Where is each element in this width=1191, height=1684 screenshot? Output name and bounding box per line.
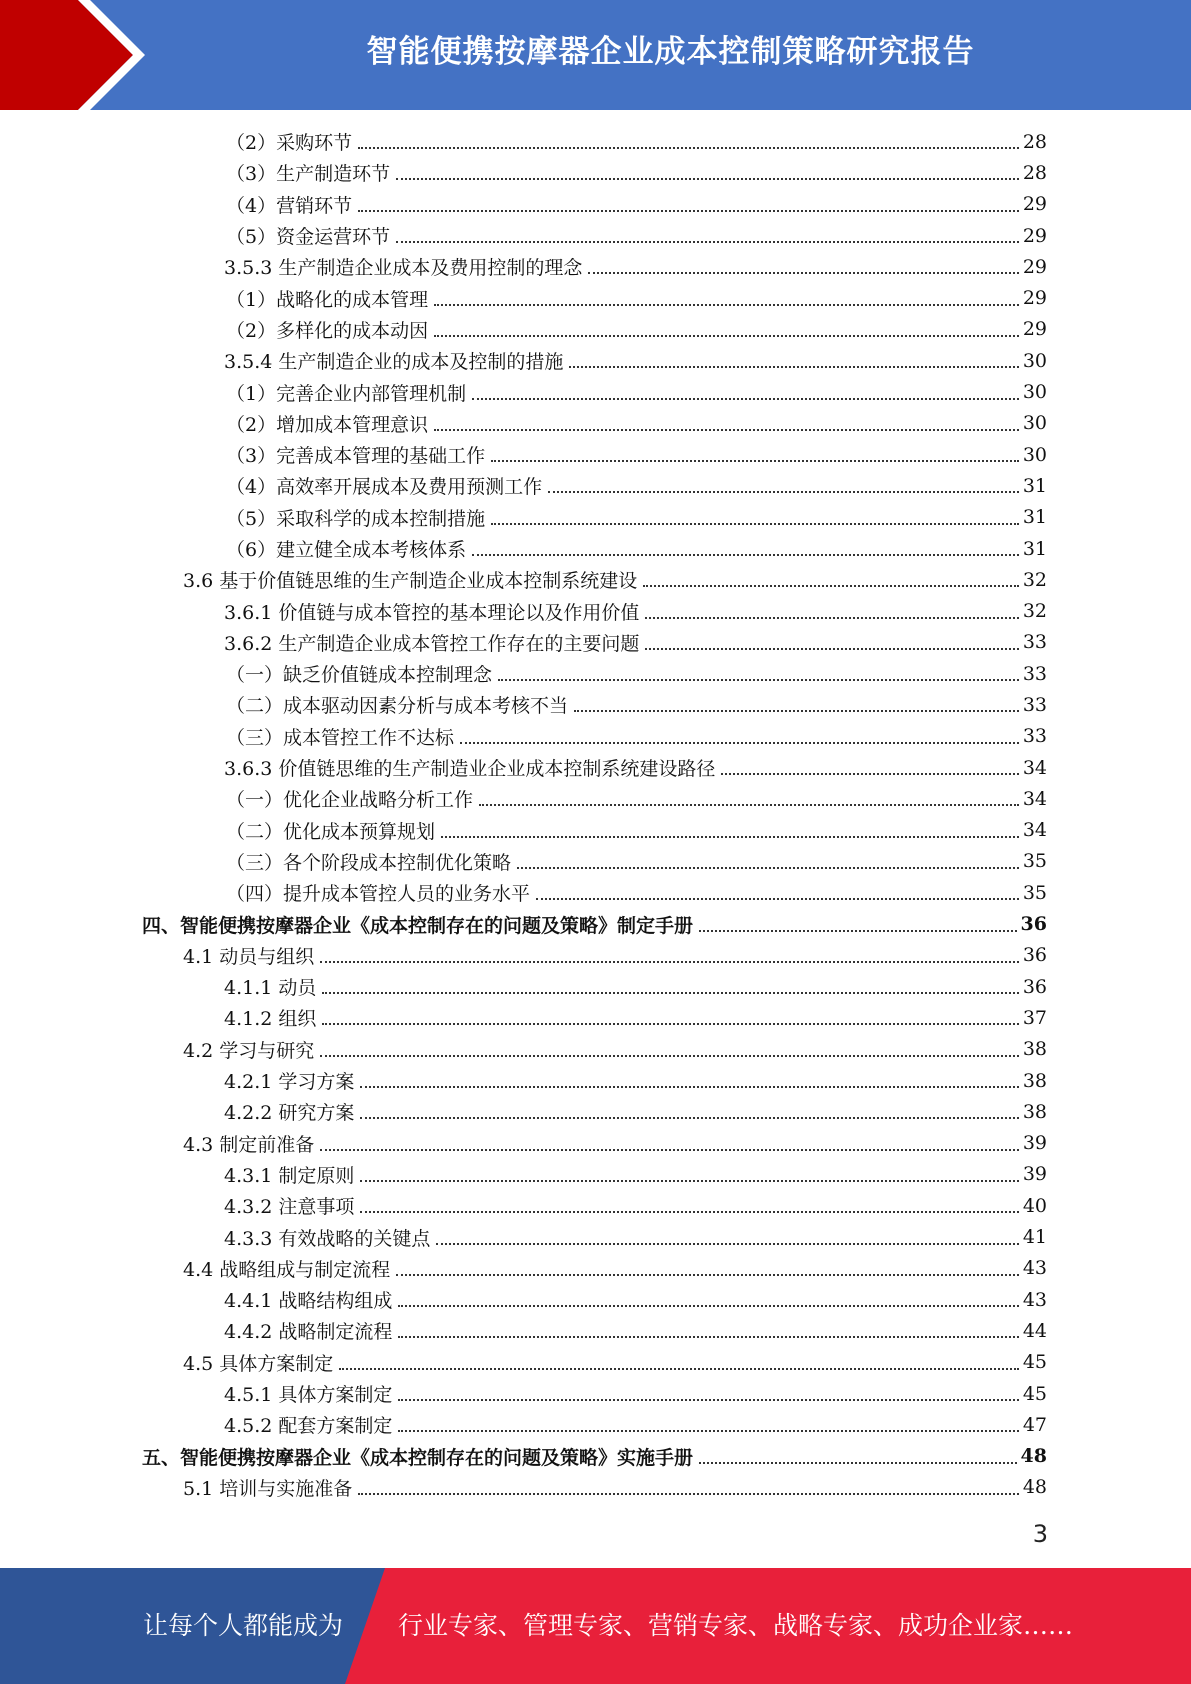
toc-entry[interactable] <box>0 1190 1191 1221</box>
toc-entry-title: 3.5.4 生产制造企业的成本及控制的措施 <box>224 351 564 374</box>
toc-dot-leader <box>441 835 1019 838</box>
toc-entry-title: 4.3.3 有效战略的关键点 <box>224 1227 431 1250</box>
toc-dot-leader <box>569 365 1018 368</box>
toc-entry-page: 45 <box>1022 1382 1047 1405</box>
toc-entry-page: 30 <box>1022 381 1047 404</box>
toc-entry[interactable] <box>0 1315 1191 1346</box>
toc-entry-page: 38 <box>1022 1069 1047 1092</box>
toc-entry-page: 35 <box>1022 850 1047 873</box>
toc-entry-page: 38 <box>1022 1100 1047 1123</box>
toc-dot-leader <box>358 146 1019 149</box>
toc-dot-leader <box>491 459 1019 462</box>
table-of-contents <box>0 126 1191 1503</box>
toc-entry-page: 47 <box>1022 1413 1047 1436</box>
toc-entry-page: 43 <box>1022 1257 1047 1280</box>
toc-entry-page: 30 <box>1022 412 1047 435</box>
toc-entry[interactable] <box>0 220 1191 251</box>
toc-entry-page: 37 <box>1022 1006 1047 1029</box>
toc-dot-leader <box>320 1148 1019 1151</box>
toc-entry[interactable] <box>0 126 1191 157</box>
toc-entry[interactable] <box>0 1472 1191 1503</box>
toc-entry[interactable] <box>0 846 1191 877</box>
toc-entry[interactable] <box>0 157 1191 188</box>
toc-entry[interactable] <box>0 877 1191 908</box>
toc-entry-title: 3.6 基于价值链思维的生产制造企业成本控制系统建设 <box>183 570 638 593</box>
toc-entry-title: 4.2 学习与研究 <box>183 1039 315 1062</box>
toc-entry[interactable] <box>0 1284 1191 1315</box>
toc-entry[interactable] <box>0 251 1191 282</box>
toc-entry-page: 34 <box>1022 787 1047 810</box>
toc-dot-leader <box>396 1273 1019 1276</box>
page-header <box>0 0 1191 110</box>
toc-entry-page: 36 <box>1020 913 1047 936</box>
toc-entry[interactable] <box>0 908 1191 939</box>
toc-entry-page: 31 <box>1022 537 1047 560</box>
toc-entry-title: 5.1 培训与实施准备 <box>183 1477 353 1500</box>
toc-dot-leader <box>358 209 1019 212</box>
toc-entry-title: 3.6.1 价值链与成本管控的基本理论以及作用价值 <box>224 601 640 624</box>
toc-entry-title: （二）优化成本预算规划 <box>226 820 436 843</box>
toc-entry-page: 33 <box>1022 631 1047 654</box>
toc-dot-leader <box>398 1335 1018 1338</box>
page-number: 3 <box>1032 1520 1048 1548</box>
toc-entry[interactable] <box>0 1440 1191 1471</box>
toc-entry-page: 30 <box>1022 349 1047 372</box>
toc-entry-page: 40 <box>1022 1194 1047 1217</box>
toc-entry-title: 4.5.2 配套方案制定 <box>224 1415 393 1438</box>
toc-entry-title: 3.6.2 生产制造企业成本管控工作存在的主要问题 <box>224 632 640 655</box>
toc-dot-leader <box>339 1367 1019 1370</box>
toc-entry-page: 28 <box>1022 161 1047 184</box>
toc-entry-page: 41 <box>1022 1226 1047 1249</box>
toc-dot-leader <box>398 1398 1018 1401</box>
toc-entry-title: 4.2.1 学习方案 <box>224 1071 355 1094</box>
toc-dot-leader <box>320 1054 1019 1057</box>
toc-entry[interactable] <box>0 1034 1191 1065</box>
toc-dot-leader <box>360 1210 1018 1213</box>
toc-entry-title: （3）完善成本管理的基础工作 <box>226 445 486 468</box>
toc-entry[interactable] <box>0 1159 1191 1190</box>
toc-entry[interactable] <box>0 721 1191 752</box>
toc-entry-title: （4）高效率开展成本及费用预测工作 <box>226 476 543 499</box>
toc-entry-page: 45 <box>1022 1351 1047 1374</box>
toc-dot-leader <box>322 1022 1018 1025</box>
toc-entry-title: 4.5.1 具体方案制定 <box>224 1384 393 1407</box>
toc-dot-leader <box>360 1085 1018 1088</box>
toc-entry-page: 36 <box>1022 975 1047 998</box>
toc-entry-title: 3.5.3 生产制造企业成本及费用控制的理念 <box>224 257 583 280</box>
toc-entry-title: （一）缺乏价值链成本控制理念 <box>226 664 493 687</box>
toc-entry[interactable] <box>0 282 1191 313</box>
toc-entry-title: （1）完善企业内部管理机制 <box>226 382 467 405</box>
toc-entry[interactable] <box>0 783 1191 814</box>
toc-dot-leader <box>645 647 1018 650</box>
toc-entry-page: 32 <box>1022 568 1047 591</box>
toc-entry[interactable] <box>0 408 1191 439</box>
toc-dot-leader <box>536 897 1019 900</box>
toc-entry[interactable] <box>0 1221 1191 1252</box>
toc-entry-page: 31 <box>1022 474 1047 497</box>
toc-dot-leader <box>398 1429 1018 1432</box>
toc-entry[interactable] <box>0 627 1191 658</box>
toc-entry[interactable] <box>0 1065 1191 1096</box>
toc-dot-leader <box>398 1304 1018 1307</box>
toc-dot-leader <box>472 553 1019 556</box>
toc-entry[interactable] <box>0 1253 1191 1284</box>
toc-dot-leader <box>699 1461 1017 1464</box>
toc-entry-title: （一）优化企业战略分析工作 <box>226 789 474 812</box>
toc-entry-page: 32 <box>1022 600 1047 623</box>
toc-entry-title: （4）营销环节 <box>226 194 353 217</box>
page-footer <box>0 1568 1191 1684</box>
footer-slogan-left: 让每个人都能成为 <box>143 1611 344 1640</box>
toc-dot-leader <box>358 1492 1019 1495</box>
toc-dot-leader <box>436 1242 1018 1245</box>
toc-entry-page: 33 <box>1022 693 1047 716</box>
document-title: 智能便携按摩器企业成本控制策略研究报告 <box>366 34 975 70</box>
toc-dot-leader <box>472 397 1019 400</box>
toc-entry-title: 3.6.3 价值链思维的生产制造业企业成本控制系统建设路径 <box>224 758 716 781</box>
toc-dot-leader <box>498 678 1019 681</box>
toc-entry-page: 31 <box>1022 506 1047 529</box>
toc-entry-title: （1）战略化的成本管理 <box>226 288 429 311</box>
toc-dot-leader <box>434 334 1019 337</box>
toc-entry[interactable] <box>0 815 1191 846</box>
toc-entry[interactable] <box>0 345 1191 376</box>
toc-entry-title: （2）采购环节 <box>226 132 353 155</box>
toc-entry[interactable] <box>0 314 1191 345</box>
toc-entry[interactable] <box>0 564 1191 595</box>
toc-entry[interactable] <box>0 439 1191 470</box>
toc-entry-page: 30 <box>1022 443 1047 466</box>
toc-dot-leader <box>320 960 1019 963</box>
toc-entry[interactable] <box>0 1409 1191 1440</box>
toc-entry-page: 36 <box>1022 944 1047 967</box>
toc-entry[interactable] <box>0 1347 1191 1378</box>
toc-entry-title: 4.4.2 战略制定流程 <box>224 1321 393 1344</box>
footer-slogan-right: 行业专家、管理专家、营销专家、战略专家、成功企业家…… <box>398 1611 1074 1640</box>
toc-entry-page: 35 <box>1022 881 1047 904</box>
toc-entry-page: 39 <box>1022 1163 1047 1186</box>
toc-dot-leader <box>699 929 1017 932</box>
toc-entry-page: 34 <box>1022 756 1047 779</box>
toc-entry[interactable] <box>0 376 1191 407</box>
header-arrow-decoration <box>0 0 150 110</box>
toc-entry-page: 28 <box>1022 130 1047 153</box>
toc-entry-title: 4.1.2 组织 <box>224 1008 317 1031</box>
toc-dot-leader <box>588 271 1018 274</box>
toc-dot-leader <box>322 991 1018 994</box>
toc-entry-title: 4.3.1 制定原则 <box>224 1164 355 1187</box>
toc-entry-page: 29 <box>1022 287 1047 310</box>
toc-entry[interactable] <box>0 1096 1191 1127</box>
toc-dot-leader <box>517 866 1019 869</box>
toc-entry-page: 33 <box>1022 725 1047 748</box>
toc-entry[interactable] <box>0 1378 1191 1409</box>
toc-entry-title: （2）多样化的成本动因 <box>226 319 429 342</box>
toc-dot-leader <box>396 240 1019 243</box>
toc-entry-title: 4.5 具体方案制定 <box>183 1352 334 1375</box>
toc-dot-leader <box>548 490 1019 493</box>
toc-entry-page: 48 <box>1020 1445 1047 1468</box>
toc-entry-title: （5）采取科学的成本控制措施 <box>226 507 486 530</box>
toc-entry[interactable] <box>0 689 1191 720</box>
toc-entry-title: （二）成本驱动因素分析与成本考核不当 <box>226 695 569 718</box>
toc-entry-page: 48 <box>1022 1476 1047 1499</box>
toc-entry[interactable] <box>0 595 1191 626</box>
toc-entry-page: 29 <box>1022 318 1047 341</box>
toc-entry[interactable] <box>0 189 1191 220</box>
toc-entry[interactable] <box>0 940 1191 971</box>
toc-entry-page: 33 <box>1022 662 1047 685</box>
toc-entry-title: （5）资金运营环节 <box>226 226 391 249</box>
toc-dot-leader <box>460 741 1019 744</box>
toc-entry-page: 38 <box>1022 1038 1047 1061</box>
toc-entry-page: 29 <box>1022 255 1047 278</box>
toc-dot-leader <box>434 303 1019 306</box>
toc-dot-leader <box>360 1116 1018 1119</box>
toc-dot-leader <box>645 616 1018 619</box>
toc-dot-leader <box>360 1179 1018 1182</box>
toc-entry[interactable] <box>0 502 1191 533</box>
toc-entry-title: 4.3 制定前准备 <box>183 1133 315 1156</box>
toc-dot-leader <box>396 177 1019 180</box>
toc-entry-page: 39 <box>1022 1132 1047 1155</box>
toc-entry-page: 44 <box>1022 1319 1047 1342</box>
toc-entry[interactable] <box>0 1002 1191 1033</box>
toc-entry-title: 4.4.1 战略结构组成 <box>224 1290 393 1313</box>
toc-entry[interactable] <box>0 1128 1191 1159</box>
toc-entry-title: （三）成本管控工作不达标 <box>226 726 455 749</box>
toc-entry-title: 五、智能便携按摩器企业《成本控制存在的问题及策略》实施手册 <box>142 1446 694 1469</box>
toc-entry-title: 4.1 动员与组织 <box>183 945 315 968</box>
toc-entry[interactable] <box>0 470 1191 501</box>
toc-entry-title: 4.2.2 研究方案 <box>224 1102 355 1125</box>
toc-entry-title: 4.3.2 注意事项 <box>224 1196 355 1219</box>
toc-entry-title: （四）提升成本管控人员的业务水平 <box>226 883 531 906</box>
toc-dot-leader <box>479 803 1019 806</box>
toc-entry-page: 29 <box>1022 224 1047 247</box>
toc-entry[interactable] <box>0 533 1191 564</box>
toc-entry-title: 4.1.1 动员 <box>224 977 317 1000</box>
toc-dot-leader <box>434 428 1019 431</box>
toc-entry-title: 4.4 战略组成与制定流程 <box>183 1258 391 1281</box>
toc-entry-title: （2）增加成本管理意识 <box>226 413 429 436</box>
toc-dot-leader <box>643 584 1019 587</box>
toc-entry[interactable] <box>0 971 1191 1002</box>
toc-entry-title: （三）各个阶段成本控制优化策略 <box>226 851 512 874</box>
toc-entry-title: （3）生产制造环节 <box>226 163 391 186</box>
toc-entry-title: 四、智能便携按摩器企业《成本控制存在的问题及策略》制定手册 <box>142 914 694 937</box>
toc-dot-leader <box>721 772 1018 775</box>
toc-entry-title: （6）建立健全成本考核体系 <box>226 539 467 561</box>
toc-dot-leader <box>574 709 1019 712</box>
toc-entry-page: 29 <box>1022 193 1047 216</box>
toc-entry-page: 34 <box>1022 819 1047 842</box>
toc-entry[interactable] <box>0 658 1191 689</box>
toc-entry[interactable] <box>0 752 1191 783</box>
toc-dot-leader <box>491 522 1019 525</box>
toc-entry-page: 43 <box>1022 1288 1047 1311</box>
